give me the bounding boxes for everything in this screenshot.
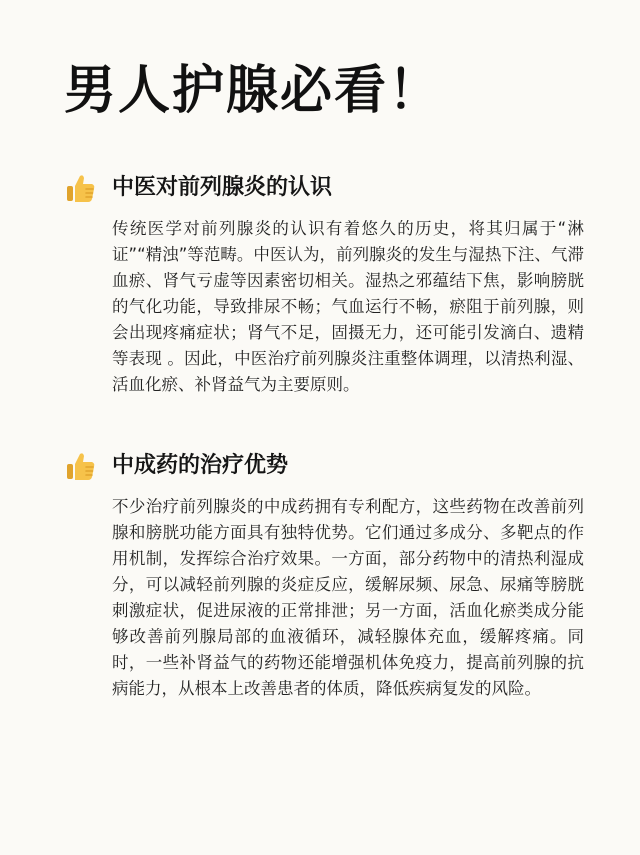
section-header: [64, 168, 604, 208]
section-heading: 中医对前列腺炎的认识: [112, 175, 333, 200]
section-patent-medicine-advantages: [64, 446, 604, 702]
section-body: 不少治疗前列腺炎的中成药拥有专利配方，这些药物在改善前列腺和膀胱功能方面具有独特优势。它们通过多成分、多靶点的作用机制，发挥综合治疗效果。一方面，部分药物中的清热利湿成分，可以减轻前列腺的炎症反应，缓解尿频、尿急、尿痛等膀胱刺激症状，促进尿液的正常排泄；另一方面，活血化瘀类成分能够改善前列腺局部的血液循环，减轻腺体充血，缓解疼痛。同时，一些补肾益气的药物还能增强机体免疫力，提高前列腺的抗病能力，从根本上改善患者的体质，降低疾病复发的风险。: [112, 497, 584, 698]
thumbs-up-icon: [64, 171, 98, 205]
page-title: 男人护腺必看！: [64, 61, 443, 121]
section-header: [64, 446, 604, 486]
section-body: 传统医学对前列腺炎的认识有着悠久的历史，将其归属于“淋证”“精浊”等范畴。中医认为，前列腺炎的发生与湿热下注、气滞血瘀、肾气亏虚等因素密切相关。湿热之邪蕴结下焦，影响膀胱的气化功能，导致排尿不畅；气血运行不畅，瘀阻于前列腺，则会出现疼痛症状；肾气不足，固摄无力，还可能引发滴白、遗精等表现 。因此，中医治疗前列腺炎注重整体调理，以清热利湿、活血化瘀、补肾益气为主要原则。: [112, 219, 584, 394]
thumbs-up-icon: [64, 449, 98, 483]
section-tcm-understanding: [64, 168, 604, 398]
section-heading: 中成药的治疗优势: [112, 453, 289, 478]
